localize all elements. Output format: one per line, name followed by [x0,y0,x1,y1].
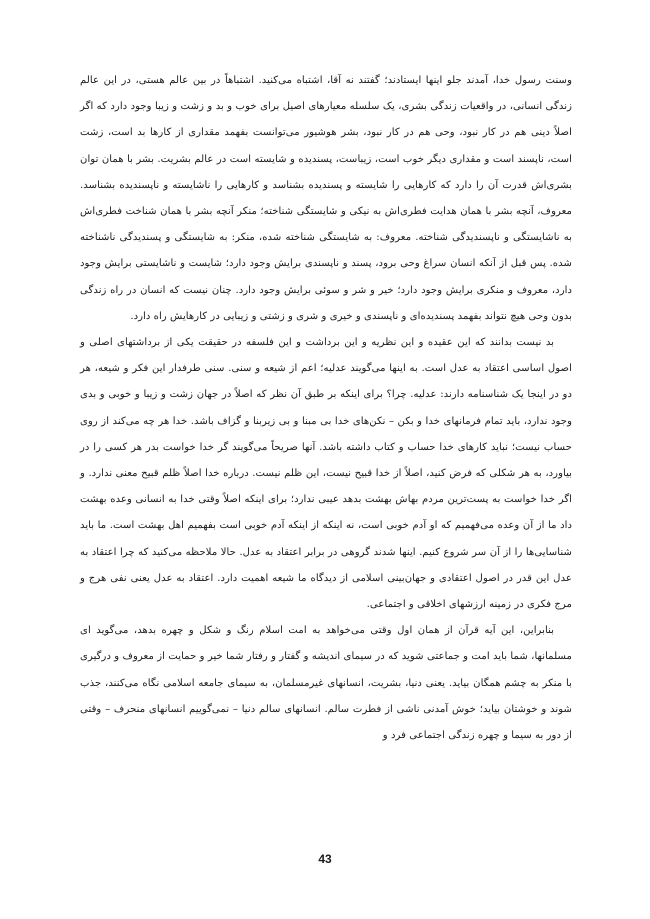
body-text [80,68,572,749]
paragraph-1: وسنت رسول خدا، آمدند جلو اینها ایستادند؛ گفتند نه آقا، اشتباه می‌کنید. اشتباهاً در بین عالم هستی، در این عالم زندگی انسانی، در واقعیات زندگی بشری، یک سلسله معیارهای اصیل برای خوب و بد و زشت و زیبا وجود دارد که اگر اصلاً دینی هم در کار نبود، وحی هم در کار نبود، بشر هوشیور می‌توانست بفهمد مقداری از کارها بد است، زشت است، ناپسند است و مقداری دیگر خوب است، زیباست، پسندیده و شایسته است در عالم بشریت. بشر با همان توان بشری‌اش قدرت آن را دارد که کارهایی را شایسته و پسندیده بشناسد و کارهایی را ناشایسته و ناپسندیده بشناسد. معروف، آنچه بشر با همان هدایت فطری‌اش به نیکی و شایستگی شناخته؛ منکر آنچه بشر با همان شناخت فطری‌اش به ناشایستگی و ناپسندیدگی شناخته. معروف: به شایستگی شناخته شده، منکر: به شایستگی و پسندیدگی ناشناخته شده. پس قبل از آنکه انسان سراغ وحی برود، پسند و ناپسندی برایش وجود دارد؛ شایست و ناشایستی برایش وجود دارد، معروف و منکری برایش وجود دارد؛ خیر و شر و سوئی برایش وجود دارد. چنان نیست که انسان در راه زندگی بدون وحی هیچ نتواند بفهمد پسندیده‌ای و ناپسندی و خیری و شری و زشتی و زیبایی در کارهایش راه دارد. [80,75,572,322]
page-number: 43 [318,852,332,866]
paragraph-2: بد نیست بدانند که این عقیده و این نظریه و این برداشت و این فلسفه در حقیقت یکی از برداشتهای اصلی و اصول اساسی اعتقاد به عدل است. به اینها می‌گویند عدلیه؛ اعم از شیعه و سنی. سنی طرفدار این فکر و شیعه، هر دو در اینجا یک شناسنامه دارند: عدلیه. چرا؟ برای اینکه بر طبق آن نظر که اصلاً در جهان زشت و زیبا و خوبی و بدی وجود ندارد، باید تمام فرمانهای خدا و بکن – نکن‌های خدا بی مبنا و بی زیربنا و گزاف باشد. خدا هر چه می‌کند از روی حساب نیست؛ نباید کارهای خدا حساب و کتاب داشته باشد. آنها صریحاً می‌گویند گر خدا خواست بدر هر کسی را در بیاورد، به هر شکلی که فرض کنید، اصلاً از خدا قبیح نیست، این ظلم نیست. درباره خدا اصلاً ظلم قبیح معنی ندارد. و اگر خدا خواست به پست‌ترین مردم بهاش بهشت بدهد عیبی ندارد؛ برای اینکه اصلاً وقتی خدا به انسانی وعده بهشت داد ما از آن وعده می‌فهمیم که او آدم خوبی است، نه اینکه از اینکه آدم خوبی است بفهمیم اهل بهشت است. ما باید شناسایی‌ها را از آن سر شروع کنیم. اینها شدند گروهی در برابر اعتقاد به عدل. حالا ملاحظه می‌کنید که چرا اعتقاد به عدل این قدر در اصول اعتقادی و جهان‌بینی اسلامی از دیدگاه ما شیعه اهمیت دارد. اعتقاد به عدل یعنی نفی هرج و مرج فکری در زمینه ارزشهای اخلاقی و اجتماعی. [80,337,572,611]
paragraph-3: بنابراین، این آیه قرآن از همان اول وقتی می‌خواهد به امت اسلام رنگ و شکل و چهره بدهد، می‌گوید ای مسلمانها، شما باید امت و جماعتی شوید که در سیمای اندیشه و گفتار و رفتار شما خیر و حمایت از معروف و درگیری با منکر به چشم همگان بیاید. یعنی دنیا، بشریت، انسانهای غیرمسلمان، به سیمای جامعه اسلامی نگاه می‌کنند، جذب شوند و خوشتان بیاید؛ خوش آمدنی ناشی از فطرت سالم. انسانهای سالم دنیا – نمی‌گوییم انسانهای منحرف – وقتی از دور به سیما و چهره زندگی اجتماعی فرد و [80,625,572,742]
